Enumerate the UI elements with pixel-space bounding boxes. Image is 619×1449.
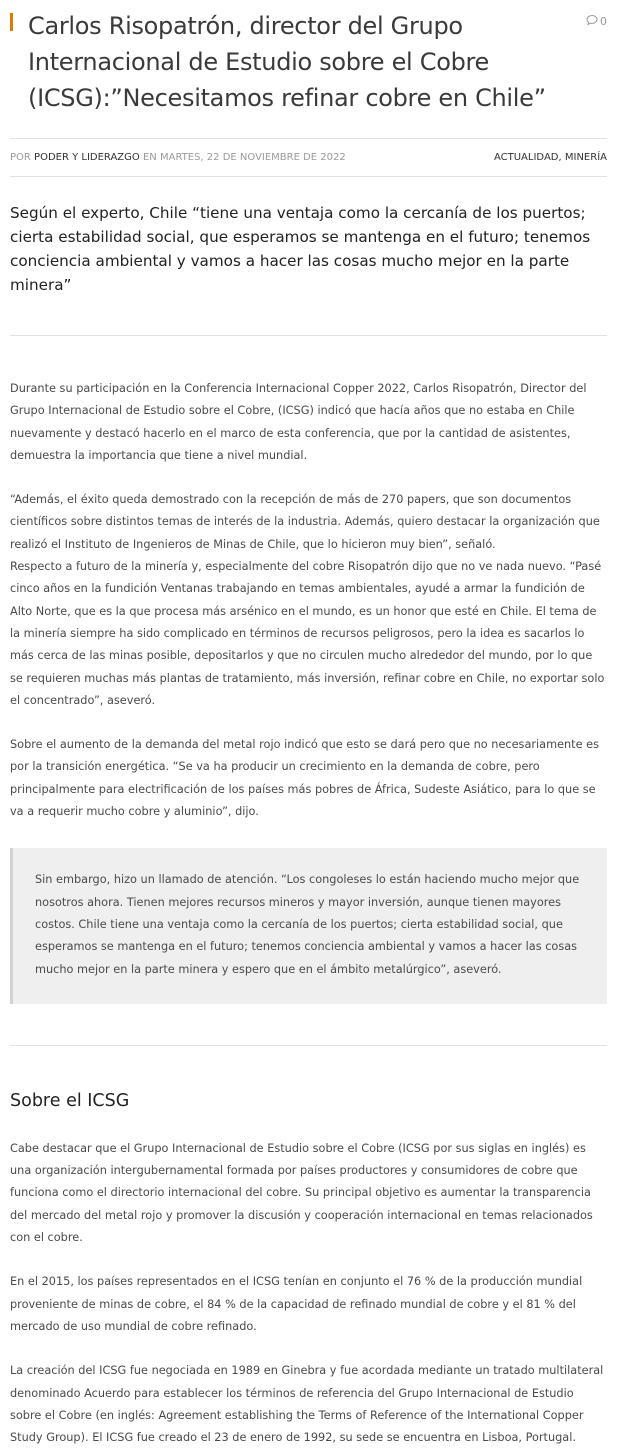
quote-text: Sin embargo, hizo un llamado de atención. “Los congoleses lo están haciendo mucho mejor que nosotros ahora. Tienen mejores recursos mineros y mayor inversión, aunque tienen mayores costos. Chile tiene una ventaja como la cercanía de los puertos; cierta estabilidad social, que esperamos se mantenga en el futuro; tenemos conciencia ambiental y vamos a hacer las cosas mucho mejor en la parte minera y espero que en el ámbito metalúrgico”, aseveró. (35, 873, 580, 976)
body-paragraph: Respecto a futuro de la minería y, especialmente del cobre Risopatrón dijo que no ve nada nuevo. “Pasé cinco años en la fundición Ventanas trabajando en temas ambientales, ayudé a armar la fundición de Alto Norte, que es la que procesa más arsénico en el mundo, es un honor que esté en Chile. El tema de la minería siempre ha sido complicado en términos de recursos peligrosos, pero la idea es sacarlos lo más cerca de las minas posible, depositarlos y que no circulen mucho alrededor del mundo, por lo que se requieren muchas más plantas de tratamiento, más inversión, refinar cobre en Chile, no exportar solo el concentrado”, aseveró. (10, 560, 605, 707)
body-paragraph: Sobre el aumento de la demanda del metal rojo indicó que esto se dará pero que no necesariamente es por la transición energética. “Se va ha producir un crecimiento en la demanda de cobre, pero principalmente para electrificación de los países más pobres de África, Sudeste Asiático, para lo que se va a requerir mucho cobre y aluminio”, dijo. (10, 738, 599, 819)
icsg-paragraph: La creación del ICSG fue negociada en 1989 en Ginebra y fue acordada mediante un tratado multilateral denominado Acuerdo para establecer los términos de referencia del Grupo Internacional de Estudio sobre el Cobre (en inglés: Agreement establishing the Terms of Reference of the International Copper Study Group). El ICSG fue creado el 23 de enero de 1992, su sede se encuentra en Lisboa, Portugal. (10, 1364, 604, 1445)
article-header (10, 8, 607, 116)
category-link-actualidad[interactable]: ACTUALIDAD (493, 152, 559, 163)
comment-count: 0 (600, 15, 607, 28)
date-prefix: EN (142, 152, 157, 163)
category-link-mineria[interactable]: MINERÍA (564, 152, 607, 163)
comment-icon (586, 14, 598, 29)
section-divider (10, 1045, 607, 1046)
article (10, 0, 607, 1449)
comment-count-link[interactable] (586, 14, 607, 29)
author-link[interactable]: PODER Y LIDERAZGO (34, 152, 140, 163)
article-body (10, 378, 607, 1449)
article-lead: Según el experto, Chile “tiene una ventaja como la cercanía de los puertos; cierta estabilidad social, que esperamos se mantenga en el futuro; tenemos conciencia ambiental y vamos a hacer las cosas mucho mejor en la parte minera” (10, 201, 607, 336)
category-separator: , (558, 152, 562, 163)
icsg-paragraph: En el 2015, los países representados en el ICSG tenían en conjunto el 76 % de la producción mundial proveniente de minas de cobre, el 84 % de la capacidad de refinado mundial de cobre y el 81 % del mercado de uso mundial de cobre refinado. (10, 1275, 583, 1333)
article-title: Carlos Risopatrón, director del Grupo Internacional de Estudio sobre el Cobre (ICSG):”Necesitamos refinar cobre en Chile” (28, 12, 546, 112)
pull-quote (10, 848, 607, 1003)
post-date: MARTES, 22 DE NOVIEMBRE DE 2022 (159, 152, 346, 163)
title-accent-bar (10, 13, 13, 31)
byline-prefix: POR (10, 152, 31, 163)
categories (494, 152, 607, 163)
section-heading: Sobre el ICSG (10, 1090, 130, 1111)
post-meta (10, 138, 607, 177)
body-paragraph: “Además, el éxito queda demostrado con la recepción de más de 270 papers, que son documentos científicos sobre distintos temas de interés de la industria. Además, quiero destacar la organización que realizó el Instituto de Ingenieros de Minas de Chile, que lo hicieron muy bien”, señaló. (10, 493, 600, 551)
byline (10, 152, 346, 163)
icsg-paragraph: Cabe destacar que el Grupo Internacional de Estudio sobre el Cobre (ICSG por sus siglas en inglés) es una organización intergubernamental formada por países productores y consumidores de cobre que funciona como el directorio internacional del cobre. Su principal objetivo es aumentar la transparencia del mercado del metal rojo y promover la discusión y cooperación internacional en temas relacionados con el cobre. (10, 1141, 593, 1245)
body-paragraph: Durante su participación en la Conferencia Internacional Copper 2022, Carlos Risopatrón, Director del Grupo Internacional de Estudio sobre el Cobre, (ICSG) indicó que hacía años que no estaba en Chile nuevamente y destacó hacerlo en el marco de esta conferencia, que por la cantidad de asistentes, demuestra la importancia que tiene a nivel mundial. (10, 382, 587, 462)
